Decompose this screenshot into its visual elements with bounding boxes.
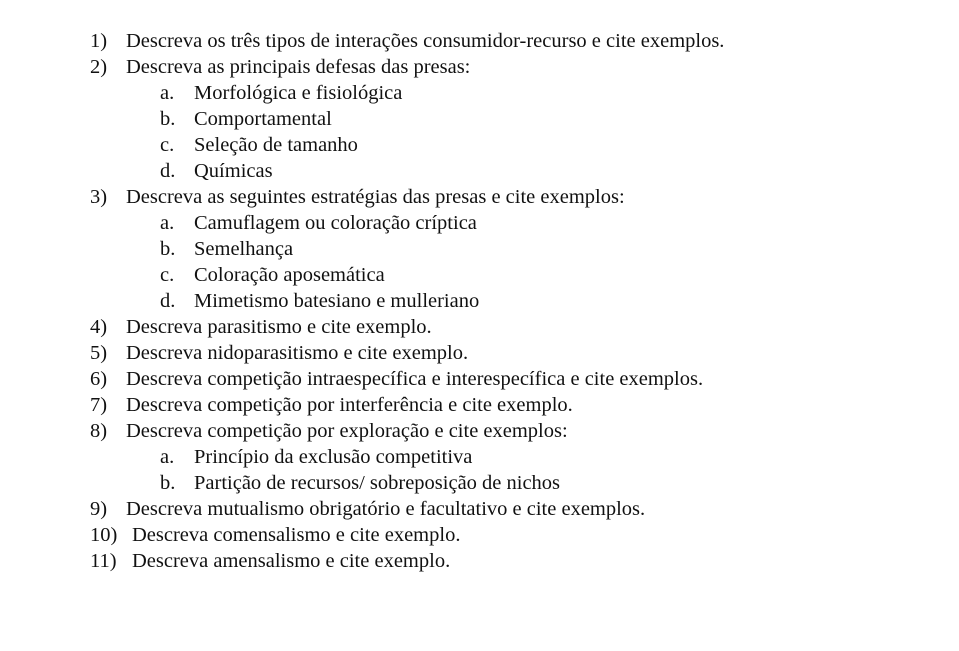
sub-item-letter: a. — [160, 446, 175, 468]
sub-item-letter: a. — [160, 82, 175, 104]
item-text: Descreva amensalismo e cite exemplo. — [132, 550, 451, 572]
question-11 — [0, 548, 959, 574]
question-3-sub-c — [0, 262, 959, 288]
question-4 — [0, 314, 959, 340]
sub-item-letter: b. — [160, 472, 176, 494]
question-2-sub-c — [0, 132, 959, 158]
question-9 — [0, 496, 959, 522]
sub-item-letter: d. — [160, 160, 176, 182]
sub-item-text: Princípio da exclusão competitiva — [194, 446, 473, 468]
question-1 — [0, 28, 959, 54]
item-text: Descreva nidoparasitismo e cite exemplo. — [126, 342, 469, 364]
item-number: 2) — [90, 56, 108, 78]
item-number: 4) — [90, 316, 108, 338]
sub-item-text: Partição de recursos/ sobreposição de nichos — [194, 472, 561, 494]
sub-item-text: Mimetismo batesiano e mulleriano — [194, 290, 480, 312]
item-text: Descreva parasitismo e cite exemplo. — [126, 316, 432, 338]
question-6 — [0, 366, 959, 392]
question-2-sub-d — [0, 158, 959, 184]
question-2-sub-b — [0, 106, 959, 132]
item-number: 1) — [90, 30, 108, 52]
question-7 — [0, 392, 959, 418]
sub-item-letter: d. — [160, 290, 176, 312]
question-3-sub-a — [0, 210, 959, 236]
question-8 — [0, 418, 959, 444]
sub-item-text: Químicas — [194, 160, 273, 182]
sub-item-text: Camuflagem ou coloração críptica — [194, 212, 477, 234]
question-2-sub-a — [0, 80, 959, 106]
question-8-sub-a — [0, 444, 959, 470]
sub-item-letter: c. — [160, 134, 175, 156]
question-list — [0, 28, 959, 574]
question-2 — [0, 54, 959, 80]
item-text: Descreva as principais defesas das presas: — [126, 56, 471, 78]
sub-item-letter: a. — [160, 212, 175, 234]
question-10 — [0, 522, 959, 548]
sub-item-text: Coloração aposemática — [194, 264, 385, 286]
sub-item-letter: b. — [160, 108, 176, 130]
item-number: 6) — [90, 368, 108, 390]
question-8-sub-b — [0, 470, 959, 496]
item-text: Descreva competição por exploração e cite exemplos: — [126, 420, 568, 442]
sub-item-text: Comportamental — [194, 108, 332, 130]
sub-item-letter: c. — [160, 264, 175, 286]
item-number: 11) — [90, 550, 117, 572]
item-text: Descreva os três tipos de interações consumidor-recurso e cite exemplos. — [126, 30, 725, 52]
sub-item-text: Semelhança — [194, 238, 294, 260]
item-number: 8) — [90, 420, 108, 442]
sub-item-text: Morfológica e fisiológica — [194, 82, 403, 104]
item-number: 7) — [90, 394, 108, 416]
item-number: 9) — [90, 498, 108, 520]
question-5 — [0, 340, 959, 366]
item-text: Descreva competição por interferência e cite exemplo. — [126, 394, 573, 416]
item-text: Descreva comensalismo e cite exemplo. — [132, 524, 461, 546]
item-text: Descreva as seguintes estratégias das presas e cite exemplos: — [126, 186, 625, 208]
question-3 — [0, 184, 959, 210]
item-text: Descreva mutualismo obrigatório e facultativo e cite exemplos. — [126, 498, 646, 520]
question-3-sub-b — [0, 236, 959, 262]
item-number: 5) — [90, 342, 108, 364]
item-number: 10) — [90, 524, 118, 546]
sub-item-letter: b. — [160, 238, 176, 260]
item-number: 3) — [90, 186, 108, 208]
question-3-sub-d — [0, 288, 959, 314]
item-text: Descreva competição intraespecífica e interespecífica e cite exemplos. — [126, 368, 704, 390]
sub-item-text: Seleção de tamanho — [194, 134, 358, 156]
